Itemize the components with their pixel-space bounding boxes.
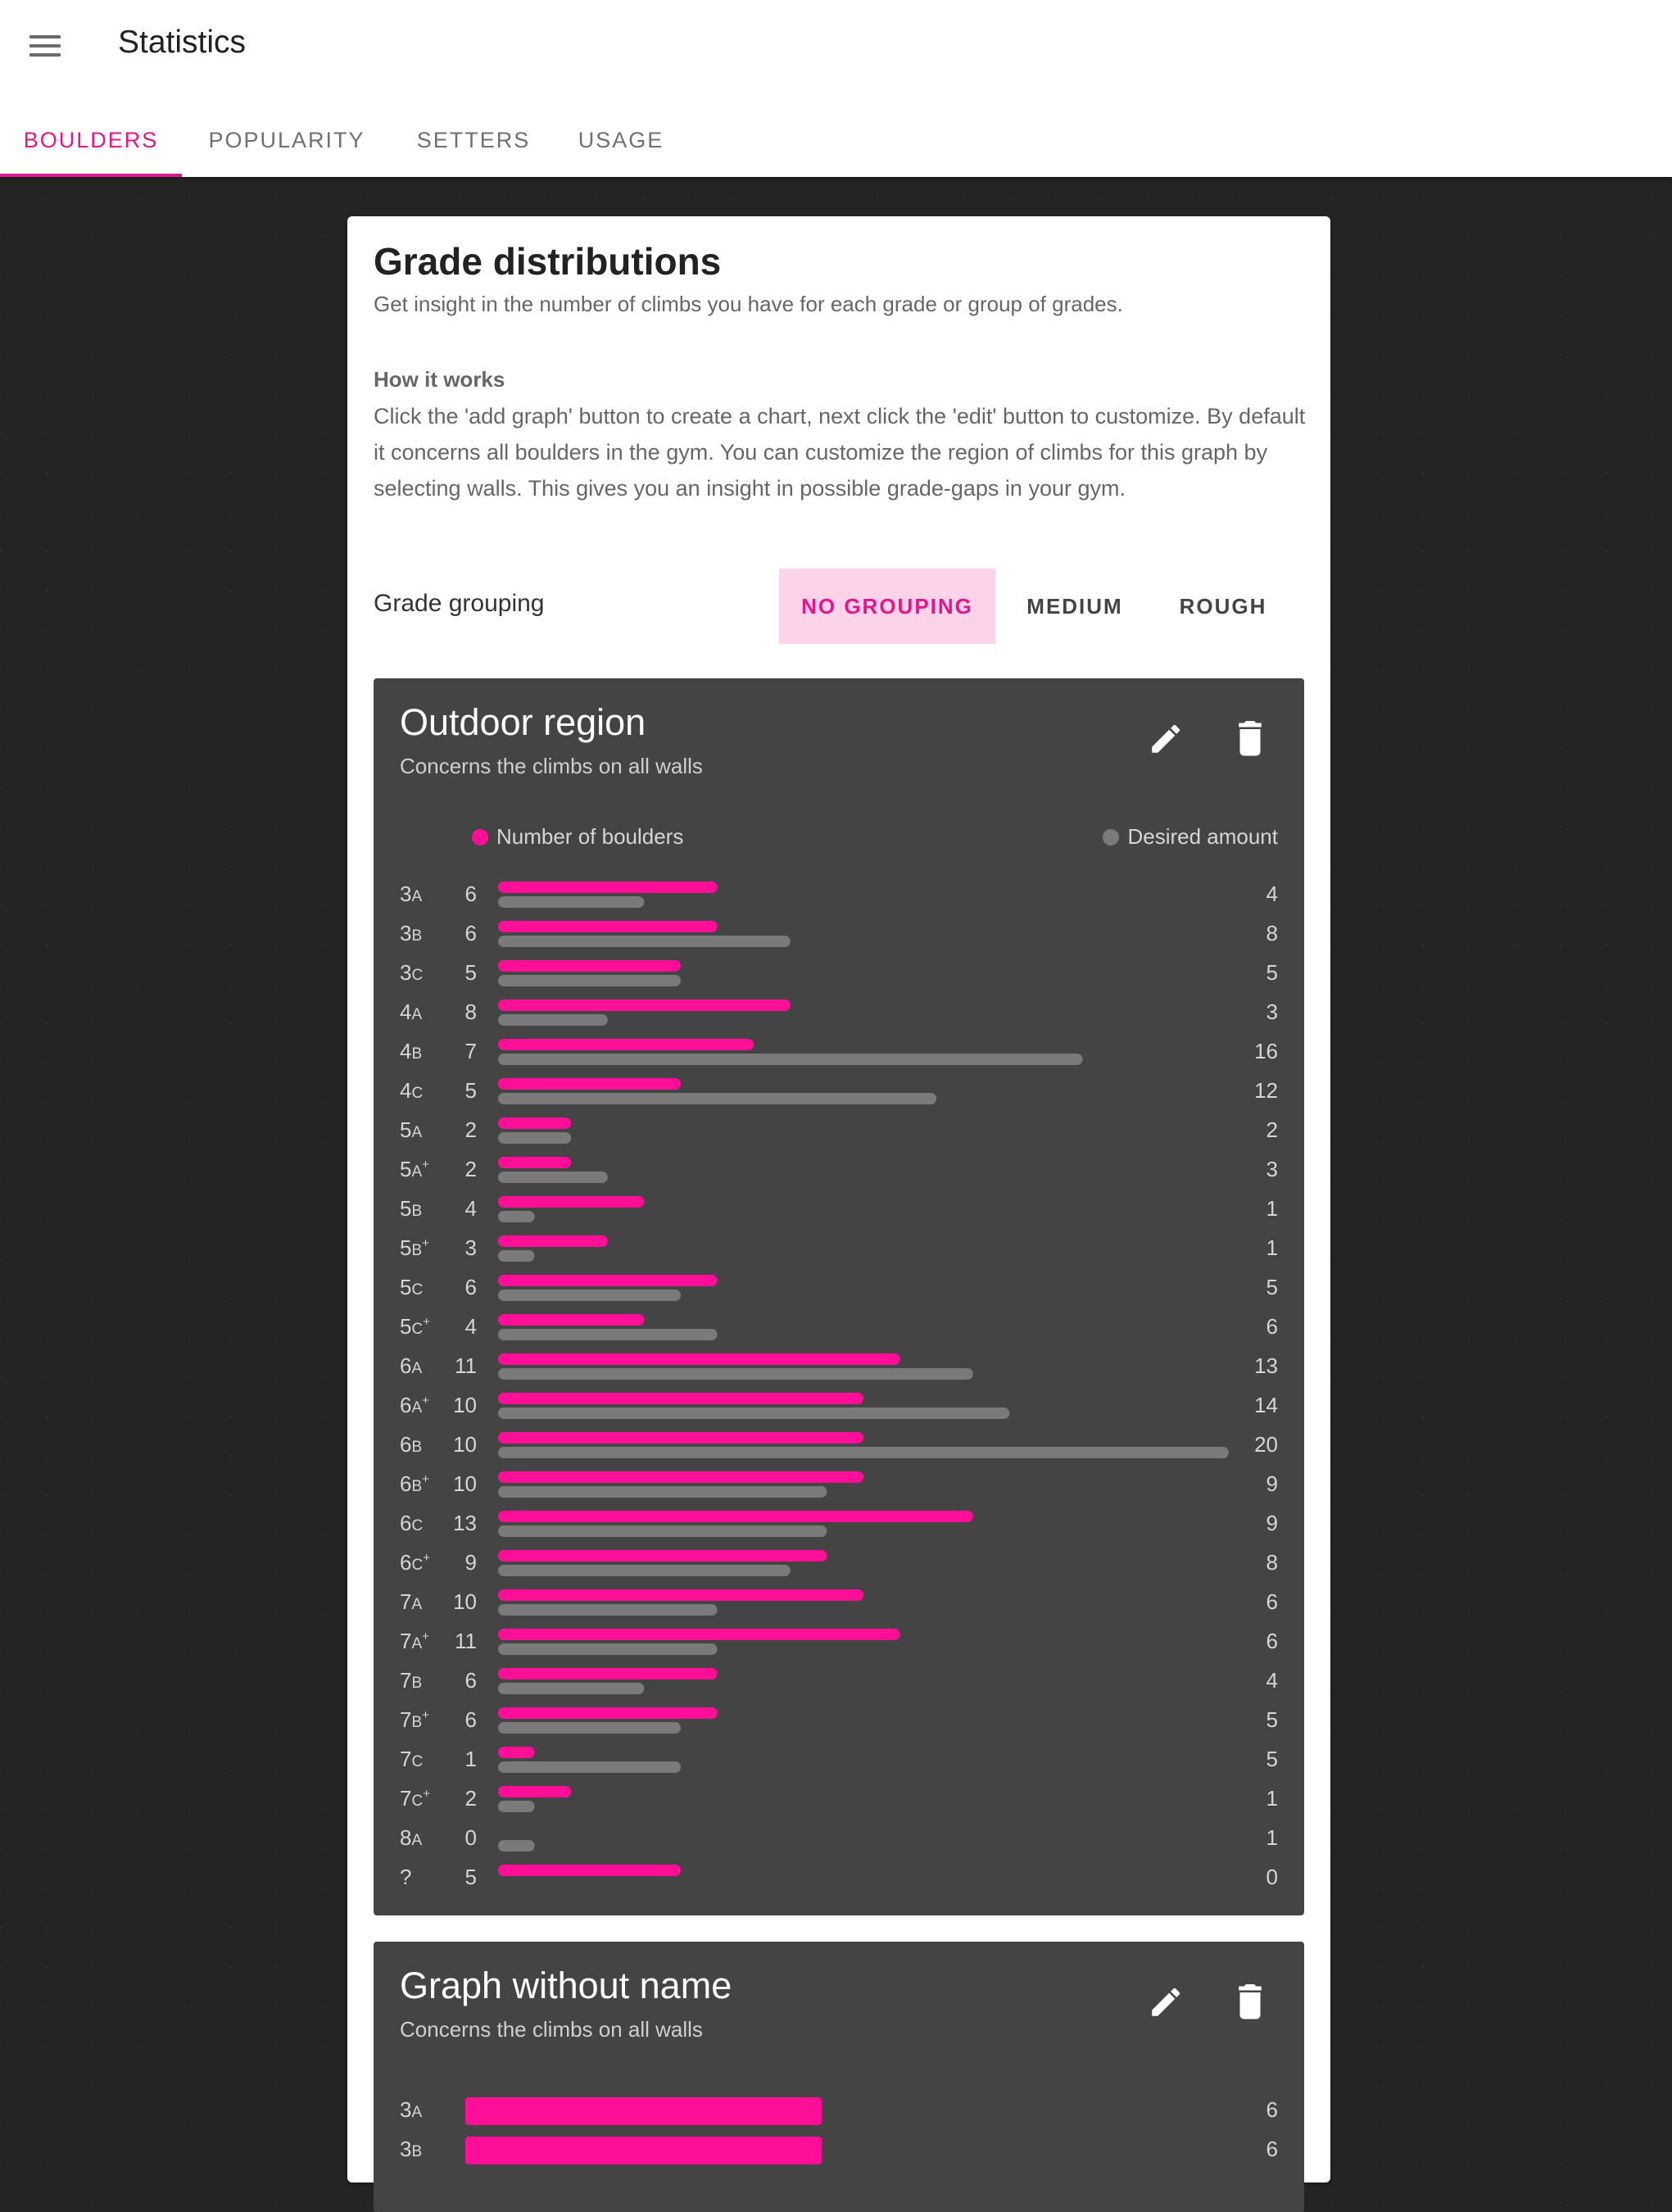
grade-label: 7A+ <box>400 1629 429 1653</box>
bar-value-label: 6 <box>1266 2097 1278 2122</box>
bar-desired <box>498 1329 718 1340</box>
tab-bar <box>0 103 686 177</box>
bar-boulders <box>498 1314 644 1326</box>
bar-desired <box>498 1054 1083 1065</box>
bar-boulders <box>498 921 718 932</box>
grade-label: 6C+ <box>400 1550 430 1575</box>
desired-value-label: 3 <box>1266 999 1278 1024</box>
bar-desired <box>498 936 791 947</box>
bar-value-label: 5 <box>464 1865 477 1889</box>
grade-distributions-card <box>347 216 1330 2183</box>
grade-label: 7A <box>400 1589 423 1614</box>
grade-bar-chart <box>374 678 1304 1915</box>
bar-boulders <box>498 1511 973 1522</box>
desired-value-label: 4 <box>1266 882 1278 906</box>
grade-label: 4A <box>400 999 423 1024</box>
bar-value-label: 2 <box>464 1786 477 1811</box>
desired-value-label: 5 <box>1266 1747 1278 1771</box>
bar-desired <box>498 1683 644 1694</box>
grade-label: 5B+ <box>400 1235 429 1260</box>
bar-desired <box>498 1525 827 1537</box>
bar-boulders <box>498 1471 863 1483</box>
bar-boulders <box>498 960 681 972</box>
desired-value-label: 5 <box>1266 960 1278 985</box>
desired-value-label: 13 <box>1254 1353 1278 1378</box>
grade-bar-chart <box>374 1942 1304 2212</box>
how-it-works-title: How it works <box>374 367 505 392</box>
bar-boulders <box>498 1668 718 1679</box>
bar-boulders <box>498 1786 571 1797</box>
grade-label: 8A <box>400 1825 423 1850</box>
grouping-medium-button[interactable]: MEDIUM <box>1026 593 1123 619</box>
desired-value-label: 1 <box>1266 1235 1278 1260</box>
bar-value-label: 8 <box>464 999 477 1024</box>
bar-value-label: 6 <box>1266 2137 1278 2161</box>
bar-value-label: 5 <box>464 1078 477 1103</box>
bar-desired <box>498 1014 608 1026</box>
bar-boulders <box>498 1117 571 1129</box>
desired-value-label: 6 <box>1266 1589 1278 1614</box>
grade-label: 7B+ <box>400 1707 429 1732</box>
bar-value-label: 6 <box>464 1275 477 1299</box>
grade-label: 7C+ <box>400 1786 430 1811</box>
bar-value-label: 13 <box>453 1511 477 1535</box>
desired-value-label: 6 <box>1266 1629 1278 1653</box>
bar-desired <box>498 1447 1229 1458</box>
desired-value-label: 6 <box>1266 1314 1278 1339</box>
bar-value-label: 3 <box>464 1235 477 1260</box>
grade-label: 5A+ <box>400 1157 429 1181</box>
bar-boulders <box>498 1589 863 1601</box>
desired-value-label: 5 <box>1266 1707 1278 1732</box>
app-bar <box>0 0 1672 177</box>
bar-desired <box>498 1722 681 1734</box>
graph-title: Outdoor region <box>400 701 646 743</box>
bar-value-label: 7 <box>464 1039 477 1063</box>
bar-desired <box>498 1801 535 1812</box>
bar-boulders <box>498 1196 644 1208</box>
grade-label: 7B <box>400 1668 423 1693</box>
bar-boulders <box>498 1865 681 1876</box>
bar-boulders <box>498 1039 754 1050</box>
desired-value-label: 20 <box>1254 1432 1278 1457</box>
bar-boulders <box>498 1629 900 1640</box>
bar-value-label: 10 <box>453 1589 477 1614</box>
bar-boulders <box>498 882 718 893</box>
bar-value-label: 5 <box>464 960 477 985</box>
bar-boulders <box>498 1393 863 1404</box>
bar-value-label: 4 <box>464 1314 477 1339</box>
bar-value-label: 10 <box>453 1471 477 1496</box>
bar-boulders <box>498 1275 718 1286</box>
grade-label: 3A <box>400 882 423 906</box>
desired-value-label: 0 <box>1266 1865 1278 1889</box>
menu-icon[interactable] <box>18 21 72 70</box>
tab-usage[interactable]: USAGE <box>578 127 664 152</box>
desired-value-label: 1 <box>1266 1786 1278 1811</box>
bar-boulders <box>498 1747 535 1758</box>
legend-label: Desired amount <box>1127 824 1278 849</box>
grade-label: 7C <box>400 1747 424 1771</box>
grade-label: 5C <box>400 1275 424 1299</box>
bar-desired <box>498 1290 681 1301</box>
bar-value-label: 6 <box>464 921 477 945</box>
card-title: Grade distributions <box>374 240 722 283</box>
bar-boulders <box>498 1550 827 1562</box>
desired-value-label: 8 <box>1266 921 1278 945</box>
bar-boulders <box>498 999 791 1011</box>
grade-grouping-label: Grade grouping <box>374 590 545 617</box>
desired-value-label: 8 <box>1266 1550 1278 1575</box>
grade-label: ? <box>400 1865 412 1889</box>
grade-label: 6B <box>400 1432 423 1457</box>
bar-desired <box>498 1368 973 1380</box>
desired-value-label: 5 <box>1266 1275 1278 1299</box>
desired-value-label: 14 <box>1254 1393 1278 1417</box>
bar-value-label: 9 <box>464 1550 477 1575</box>
tab-popularity[interactable]: POPULARITY <box>208 127 365 152</box>
grouping-rough-button[interactable]: ROUGH <box>1179 593 1267 619</box>
graph-subtitle: Concerns the climbs on all walls <box>400 754 703 778</box>
bar-value-label: 6 <box>464 1668 477 1693</box>
desired-value-label: 12 <box>1254 1078 1278 1103</box>
grade-label: 3A <box>400 2097 423 2122</box>
desired-value-label: 4 <box>1266 1668 1278 1693</box>
graph-card-unnamed <box>374 1942 1304 2212</box>
grade-label: 6B+ <box>400 1471 429 1496</box>
grade-label: 6C <box>400 1511 424 1535</box>
bar-desired <box>498 1250 535 1262</box>
bar-value-label: 2 <box>464 1157 477 1181</box>
bar-boulders <box>498 1432 863 1444</box>
desired-value-label: 16 <box>1254 1039 1278 1063</box>
graph-card-outdoor-region <box>374 678 1304 1915</box>
desired-value-label: 9 <box>1266 1511 1278 1535</box>
tab-boulders[interactable]: BOULDERS <box>0 103 182 177</box>
grade-label: 5A <box>400 1117 423 1142</box>
bar-boulders <box>498 1707 718 1719</box>
bar-boulders <box>498 1235 608 1247</box>
grade-label: 3C <box>400 960 424 985</box>
grade-label: 5C+ <box>400 1314 430 1339</box>
bar-value-label: 6 <box>464 1707 477 1732</box>
bar-boulders <box>465 2137 822 2164</box>
bar-desired <box>498 896 644 908</box>
bar-value-label: 4 <box>464 1196 477 1221</box>
grade-label: 3B <box>400 2137 423 2161</box>
bar-value-label: 10 <box>453 1432 477 1457</box>
bar-boulders <box>498 1078 681 1090</box>
how-it-works-text: Click the 'add graph' button to create a chart, next click the 'edit' button to customize. By default it concerns all boulders in the gym. You can customize the region of climbs for this graph by selecting walls. This gives you an insight in possible grade-gaps in your gym. <box>374 404 1306 501</box>
desired-value-label: 2 <box>1266 1117 1278 1142</box>
bar-desired <box>498 975 681 986</box>
grade-label: 4C <box>400 1078 424 1103</box>
desired-value-label: 9 <box>1266 1471 1278 1496</box>
bar-desired <box>498 1486 827 1498</box>
legend-label: Number of boulders <box>496 824 684 849</box>
bar-desired <box>498 1604 718 1616</box>
bar-desired <box>498 1132 571 1144</box>
bar-value-label: 6 <box>464 882 477 906</box>
grade-label: 4B <box>400 1039 423 1063</box>
bar-value-label: 11 <box>455 1629 477 1653</box>
bar-desired <box>498 1211 535 1222</box>
desired-value-label: 3 <box>1266 1157 1278 1181</box>
bar-desired <box>498 1840 535 1852</box>
graph-title: Graph without name <box>400 1965 732 2006</box>
tab-setters[interactable]: SETTERS <box>416 127 531 152</box>
bar-boulders <box>498 1157 571 1168</box>
card-subtitle: Get insight in the number of climbs you have for each grade or group of grades. <box>374 292 1123 316</box>
bar-value-label: 11 <box>455 1353 477 1378</box>
bar-desired <box>498 1643 718 1655</box>
bar-desired <box>498 1172 608 1183</box>
grouping-no-grouping-button[interactable]: NO GROUPING <box>779 569 995 644</box>
bar-value-label: 1 <box>464 1747 477 1771</box>
page-title: Statistics <box>118 25 247 60</box>
bar-desired <box>498 1761 681 1773</box>
bar-desired <box>498 1565 791 1576</box>
desired-value-label: 1 <box>1266 1825 1278 1850</box>
grade-label: 5B <box>400 1196 423 1221</box>
grade-label: 6A+ <box>400 1393 429 1417</box>
graph-subtitle: Concerns the climbs on all walls <box>400 2017 703 2042</box>
bar-desired <box>498 1093 936 1104</box>
bar-value-label: 10 <box>453 1393 477 1417</box>
bar-desired <box>498 1407 1009 1419</box>
bar-value-label: 2 <box>464 1117 477 1142</box>
bar-boulders <box>498 1353 900 1365</box>
bar-boulders <box>465 2097 822 2125</box>
desired-value-label: 1 <box>1266 1196 1278 1221</box>
grade-label: 3B <box>400 921 423 945</box>
bar-value-label: 0 <box>464 1825 477 1850</box>
grade-label: 6A <box>400 1353 423 1378</box>
